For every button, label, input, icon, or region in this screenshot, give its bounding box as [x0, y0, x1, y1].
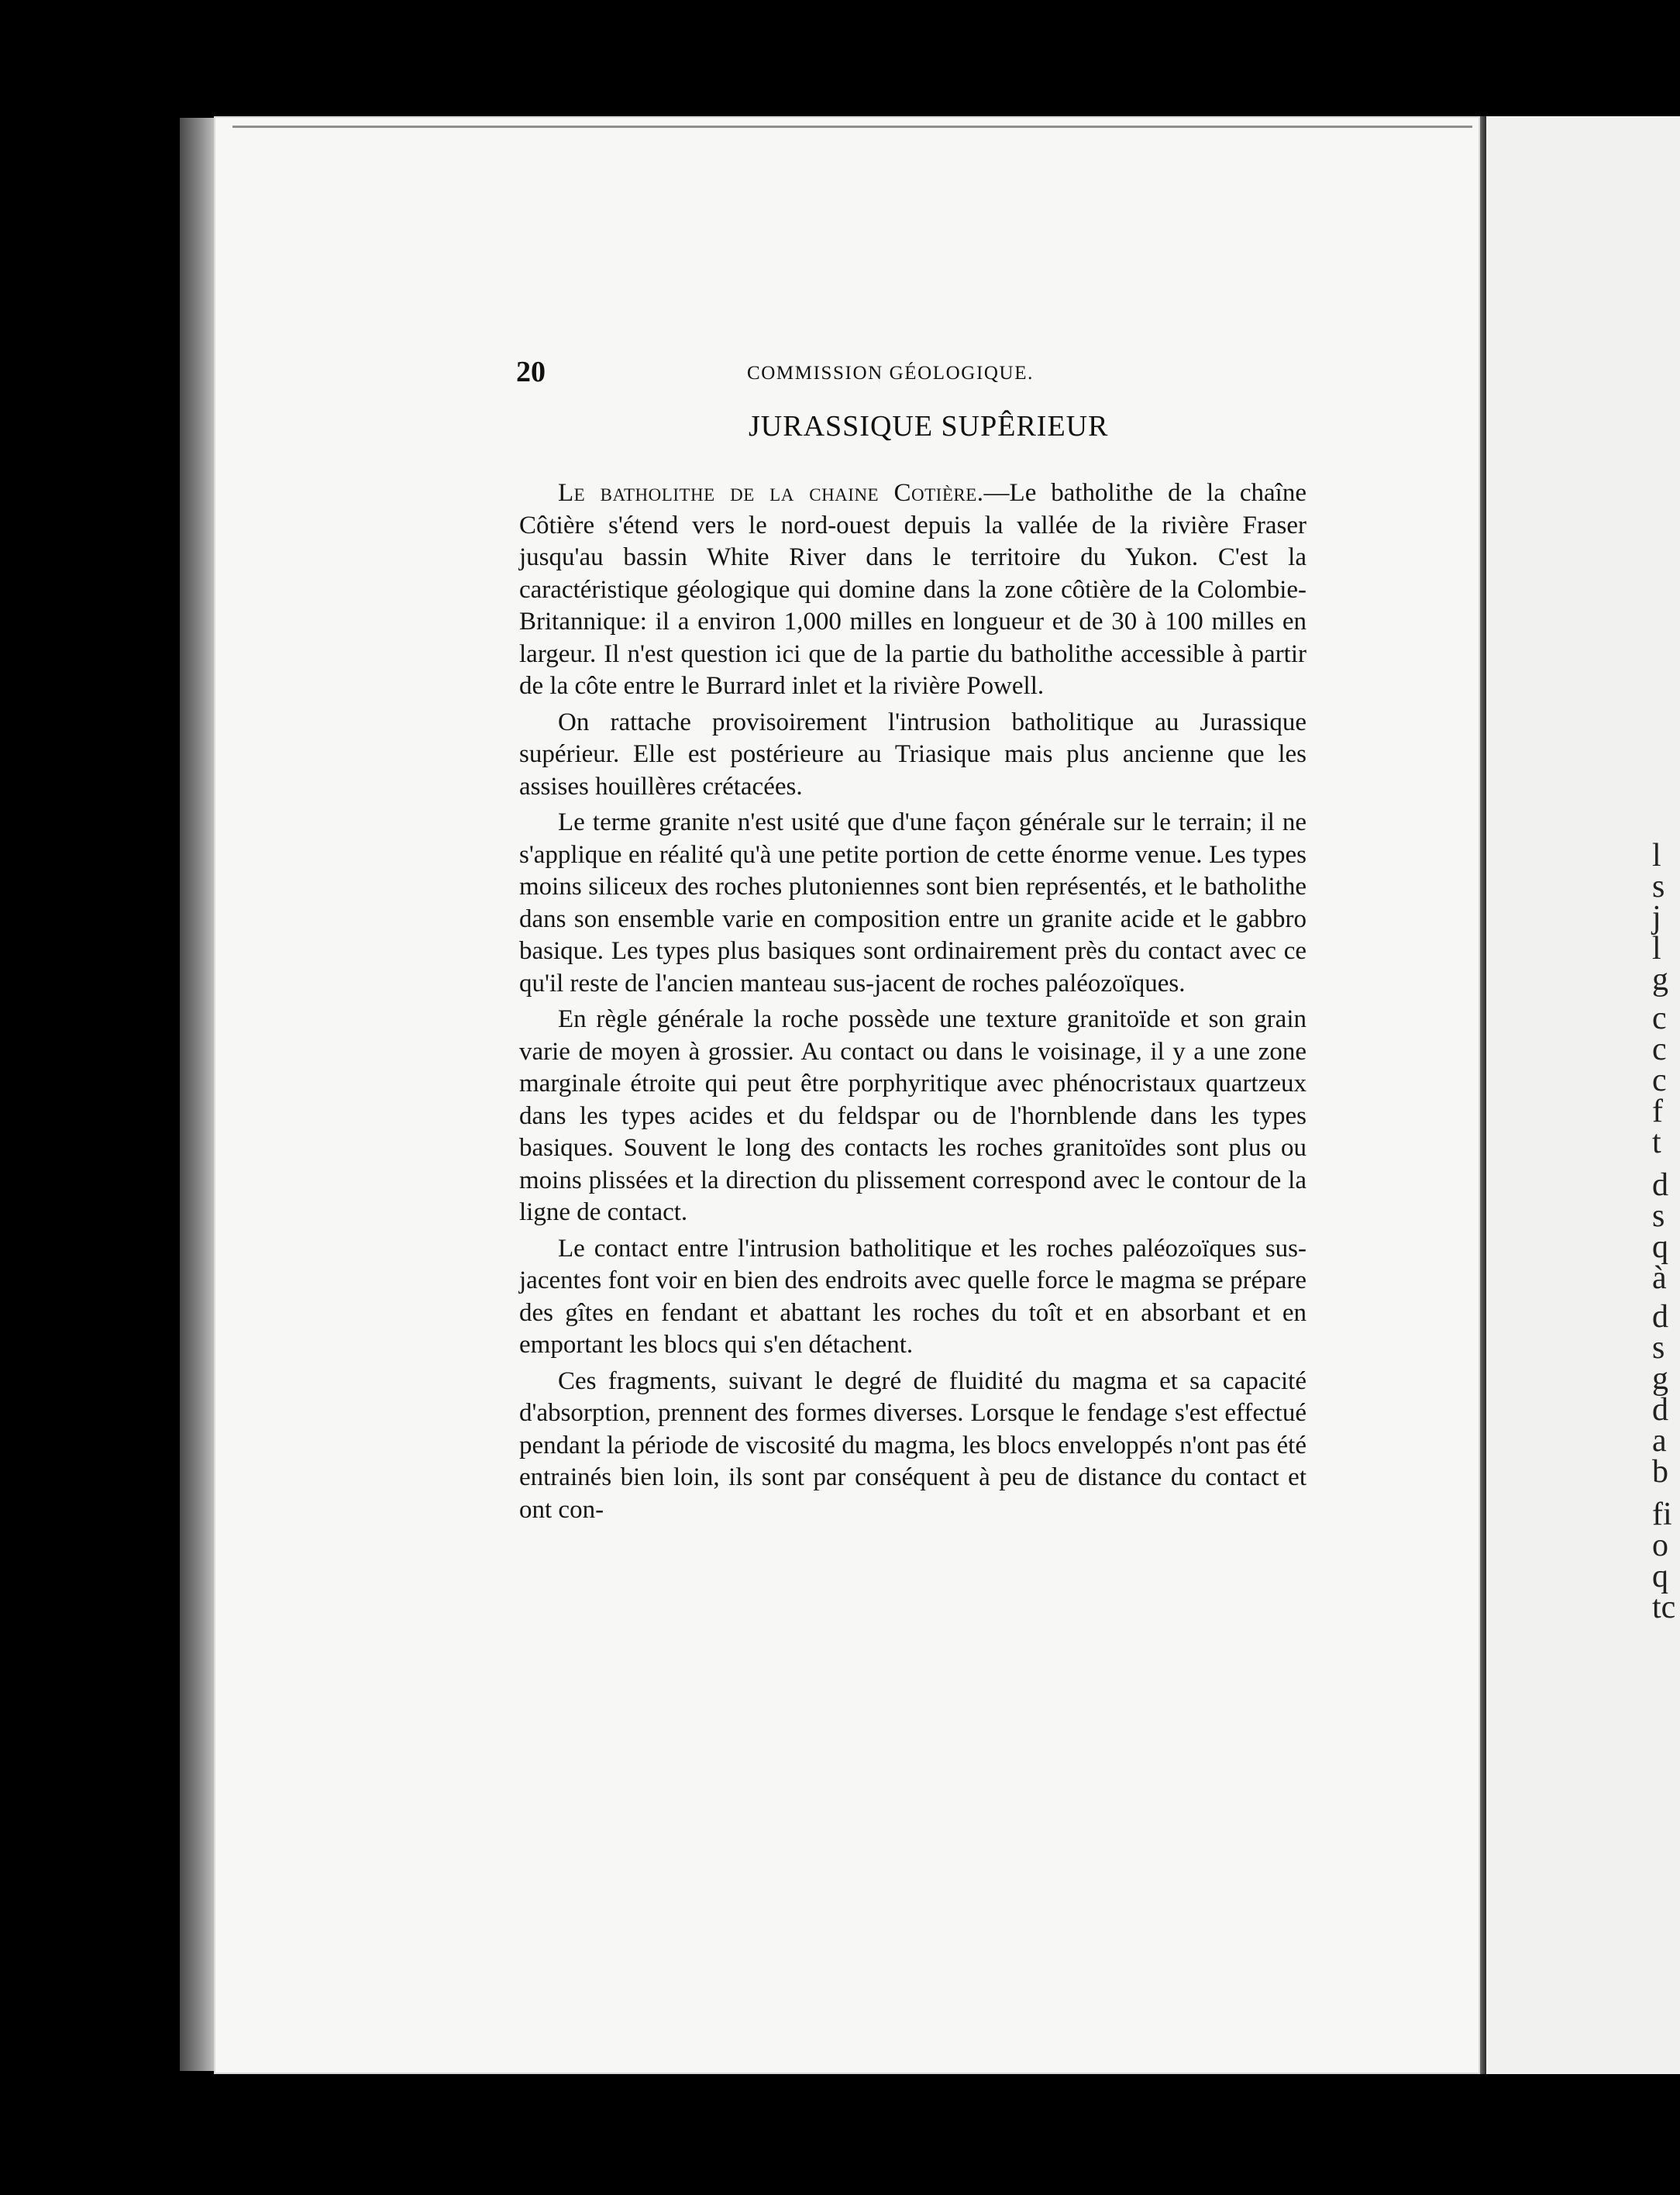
- facing-page-fragment: b: [1652, 1454, 1668, 1490]
- lead-heading: Le batholithe de la chaine Cotière.: [558, 479, 984, 507]
- running-head: COMMISSION GÉOLOGIQUE.: [747, 363, 1034, 384]
- paragraph-1: [519, 477, 1306, 703]
- facing-page-fragment: c: [1652, 1032, 1667, 1067]
- paragraph-5: Le contact entre l'intrusion batholitique et les roches paléozoïques sus-jacentes font voir en bien des endroits avec quelle force le magma se prépare des gîtes en fendant et abattant les roches du toît et en absorbant et en emportant les blocs qui s'en détachent.: [519, 1234, 1306, 1359]
- facing-page-fragment: fi: [1652, 1497, 1672, 1532]
- book-gutter: [1480, 116, 1486, 2074]
- page-header: [516, 355, 1310, 395]
- facing-page-fragment: d: [1652, 1167, 1668, 1203]
- facing-page-fragment: à: [1652, 1260, 1667, 1296]
- paragraph-3: Le terme granite n'est usité que d'une façon générale sur le terrain; il ne s'applique en réalité qu'à une petite portion de cette énorme venue. Les types moins siliceux des roches plutoniennes sont bien représentés, et le batholithe dans son ensemble varie en composition entre un granite acide et le gabbro basique. Les types plus basiques sont ordinairement près du contact avec ce qu'il reste de l'ancien manteau sus-jacent de roches paléozoïques.: [519, 808, 1306, 998]
- book-cover-edge: [180, 118, 214, 2071]
- facing-page-fragment: c: [1652, 1001, 1667, 1036]
- facing-page-fragment: s: [1652, 1198, 1665, 1234]
- facing-page-fragment: d: [1652, 1299, 1668, 1335]
- paragraph-1-text: —Le batholithe de la chaîne Côtière s'étend vers le nord-ouest depuis la vallée de la rivière Fraser jusqu'au bassin White River dans le territoire du Yukon. C'est la caractéristique géologique qui domine dans la zone côtière de la Colombie-Britannique: il a environ 1,000 milles en longueur et de 30 à 100 milles en largeur. Il n'est question ici que de la partie du batholithe accessible à partir de la côte entre le Burrard inlet et la rivière Powell.: [519, 479, 1306, 700]
- facing-page-fragment: j: [1652, 900, 1661, 936]
- page-number: 20: [516, 356, 546, 388]
- facing-page-fragment: s: [1652, 869, 1665, 905]
- facing-page-fragment: a: [1652, 1423, 1667, 1459]
- facing-page-fragment: d: [1652, 1392, 1668, 1428]
- facing-page-fragment: f: [1652, 1094, 1663, 1129]
- facing-page-fragment: l: [1652, 931, 1661, 967]
- article-body: [519, 477, 1306, 1530]
- facing-page-fragment: q: [1652, 1229, 1668, 1265]
- facing-page-fragment: tc: [1652, 1590, 1676, 1625]
- facing-page-fragment: o: [1652, 1528, 1668, 1563]
- paragraph-4: En règle générale la roche possède une texture granitoïde et son grain varie de moyen à grossier. Au contact ou dans le voisinage, il y a une zone marginale étroite qui peut être porphyritique avec phénocristaux quartzeux dans les types acides et du feldspar ou de l'hornblende dans les types basiques. Souvent le long des contacts les roches granitoïdes sont plus ou moins plissées et la direction du plissement correspond avec le contour de la ligne de contact.: [519, 1005, 1306, 1226]
- page-top-rule: [232, 126, 1472, 128]
- facing-page-fragment: l: [1652, 838, 1661, 874]
- facing-page-fragment: t: [1652, 1125, 1661, 1160]
- facing-page-fragment: s: [1652, 1330, 1665, 1366]
- facing-page-edge: [1486, 116, 1680, 2074]
- facing-page-fragment: g: [1652, 1361, 1668, 1397]
- section-title: JURASSIQUE SUPÊRIEUR: [749, 410, 1109, 443]
- facing-page-fragment: g: [1652, 962, 1668, 998]
- paragraph-6: Ces fragments, suivant le degré de fluidité du magma et sa capacité d'absorption, prennent des formes diverses. Lorsque le fendage s'est effectué pendant la période de viscosité du magma, les blocs enveloppés n'ont pas été entrainés bien loin, ils sont par conséquent à peu de distance du contact et ont con-: [519, 1366, 1306, 1524]
- paragraph-2: On rattache provisoirement l'intrusion batholitique au Jurassique supérieur. Elle est postérieure au Triasique mais plus ancienne que les assises houillères crétacées.: [519, 708, 1306, 801]
- facing-page-fragment: c: [1652, 1063, 1667, 1098]
- facing-page-fragment: q: [1652, 1559, 1668, 1594]
